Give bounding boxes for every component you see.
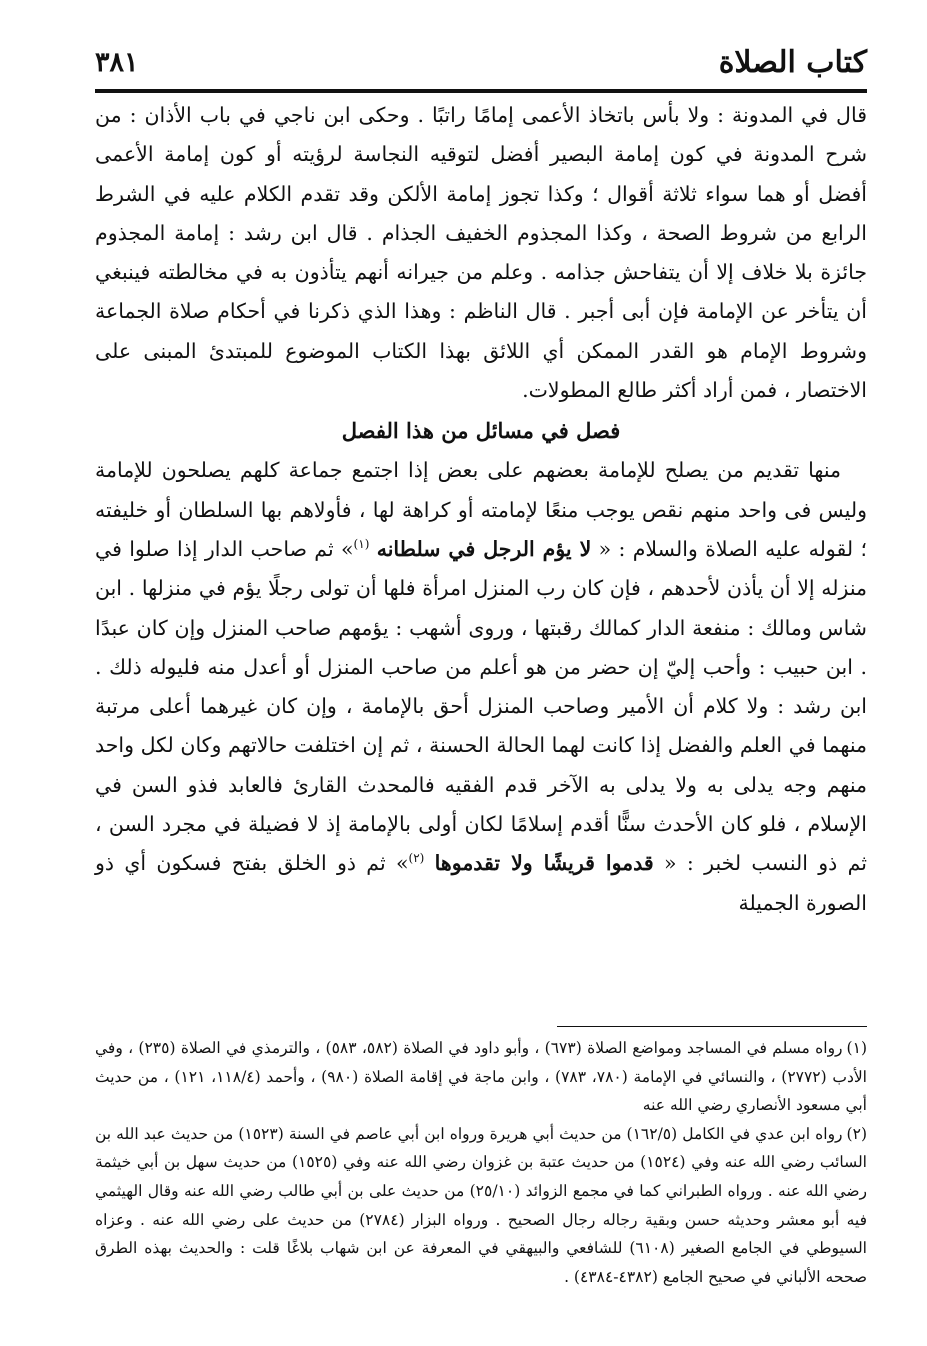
footnotes: [95, 1034, 867, 1291]
running-title: كتاب الصلاة: [718, 44, 867, 80]
footnote-2: [95, 1120, 867, 1292]
main-text: [95, 96, 867, 923]
hadith-quote-2: قدموا قريشًا ولا تقدموها: [434, 851, 654, 876]
header-divider: [95, 89, 867, 93]
footnote-text: رواه ابن عدي في الكامل (١٦٢/٥) من حديث أبي هريرة ورواه ابن أبي عاصم في السنة (١٥٢٣) من حديث عبد الله بن السائب رضي الله عنه وفي (١٥٢٤) من حديث عتبة بن غزوان رضي الله عنه وفي (١٥٢٥) من حديث سهل بن أبي خيثمة رضي الله عنه . ورواه الطبراني كما في مجمع الزوائد (٢٥/١٠) من حديث على بن أبي طالب رضي الله عنه وقال الهيثمي فيه أبو معشر وحديثه حسن وبقية رجاله رجال الصحيح . ورواه البزار (٢٧٨٤) من حديث على رضي الله عنه . وعزاه السيوطي في الجامع الصغير (٦١٠٨) للشافعي والبيهقي في المعرفة عن ابن شهاب بلاغًا قلت : والحديث بهذه الطرق صححه الألباني في صحيح الجامع (٤٣٨٢-٤٣٨٤) .: [95, 1124, 868, 1286]
page-number: ٣٨١: [95, 46, 139, 78]
footnote-ref-1: (١): [353, 537, 370, 552]
footnote-text: رواه مسلم في المساجد ومواضع الصلاة (٦٧٣) ، وأبو داود في الصلاة (٥٨٢، ٥٨٣) ، والترمذي في الصلاة (٢٣٥) ، وفي الأدب (٢٧٧٢) ، والنسائي في الإمامة (٧٨٠، ٧٨٣) ، وابن ماجة في إقامة الصلاة (٩٨٠) ، وأحمد (١١٨/٤، ١٢١) ، من حديث أبي مسعود الأنصاري رضي الله عنه: [95, 1039, 867, 1115]
paragraph-2-part-1: منها تقديم من يصلح للإمامة بعضهم على بعض إذا اجتمع جماعة كلهم يصلحون للإمامة وليس فى واحد منهم نقص يوجب منعًا لإمامته أو كراهة لها ، فأولاهم بها السلطان أو خليفته ؛ لقوله عليه الصلاة والسلام : «: [95, 458, 867, 561]
footnote-ref-2: (٢): [408, 851, 425, 866]
hadith-quote-1: لا يؤم الرجل في سلطانه: [376, 536, 592, 561]
page-header: [95, 38, 867, 86]
footnote-number: (٢): [846, 1124, 867, 1143]
footnote-1: [95, 1034, 867, 1120]
paragraph-2: [95, 451, 867, 923]
footnote-number: (١): [846, 1039, 867, 1057]
paragraph-2-part-2: » ثم صاحب الدار إذا صلوا في منزله إلا أن يأذن لأحدهم ، فإن كان رب المنزل امرأة فلها أن تولى رجلًا يؤم في منزلها . ابن شاس ومالك : منفعة الدار كمالك رقبتها ، وروى أشهب : يؤمهم صاحب المنزل وإن كان عبدًا . ابن حبيب : وأحب إليّ إن حضر من هو أعلم من صاحب المنزل أو أعدل منه فليوله ذلك . ابن رشد : ولا كلام أن الأمير وصاحب المنزل أحق بالإمامة ، وإن كان غيرهما أعلى مرتبة منهما في العلم والفضل إذا كانت لهما الحالة الحسنة ، ثم إن اختلفت حالاتهم وكان لكل واحد منهم وجه يدلى به ولا يدلى به الآخر قدم الفقيه فالمحدث القارئ فالعابد فذو السن في الإسلام ، فلو كان الأحدث سنًّا أقدم إسلامًا لكان أولى بالإمامة إذ لا فضيلة في مجرد السن ، ثم ذو النسب لخبر : «: [95, 536, 867, 876]
section-heading: فصل في مسائل من هذا الفصل: [341, 418, 621, 444]
paragraph-1: قال في المدونة : ولا بأس باتخاذ الأعمى إمامًا راتبًا . وحكى ابن ناجي في باب الأذان : من شرح المدونة في كون إمامة البصير أفضل لتوقيه النجاسة لرؤيته أو كون إمامة الأعمى أفضل أو هما سواء ثلاثة أقوال ؛ وكذا تجوز إمامة الألكن وقد تقدم الكلام عليه في الشرط الرابع من شروط الصحة ، وكذا المجذوم الخفيف الجذام . قال ابن رشد : إمامة المجذوم جائزة بلا خلاف إلا أن يتفاحش جذامه . وعلم من جيرانه أنهم يتأذون به في مخالطته فينبغي أن يتأخر عن الإمامة فإن أبى أجبر . قال الناظم : وهذا الذي ذكرنا في أحكام صلاة الجماعة وشروط الإمام هو القدر الممكن أي اللائق بهذا الكتاب الموضوع للمبتدئ المبنى على الاختصار ، فمن أراد أكثر طالع المطولات.: [95, 103, 867, 403]
paragraph-2-part-3: » ثم ذو الخلق بفتح فسكون أي ذو الصورة الجميلة: [95, 851, 867, 915]
footnote-divider: [557, 1026, 867, 1027]
